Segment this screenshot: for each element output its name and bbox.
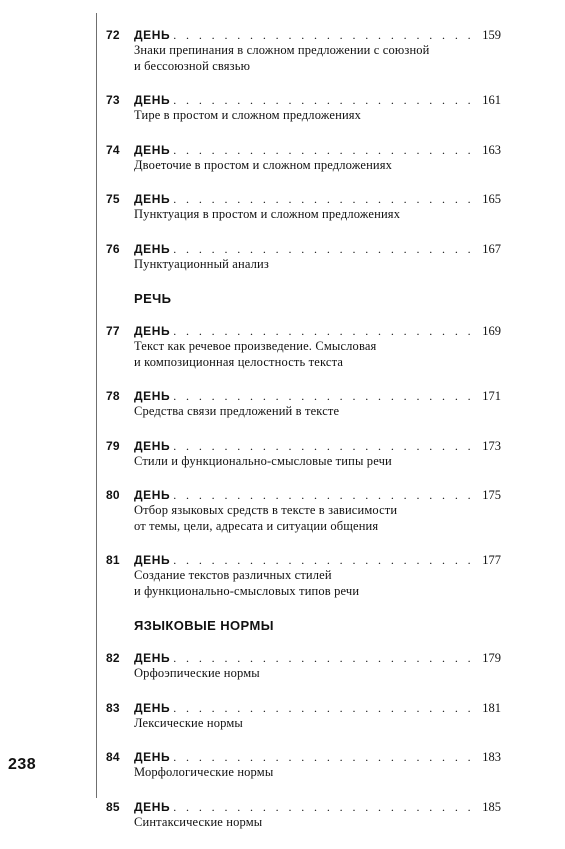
toc-entry-head (106, 93, 501, 108)
toc-entry-head (106, 800, 501, 815)
day-number: 83 (106, 700, 120, 715)
dot-leader (173, 488, 478, 503)
page-reference: 159 (482, 28, 501, 42)
dot-leader (173, 93, 478, 108)
day-number: 84 (106, 750, 120, 764)
day-label: ДЕНЬ (134, 651, 171, 665)
toc-entry-title-line: Текст как речевое произведение. Смысловая (134, 339, 377, 353)
toc-entry-title-line: Пунктуация в простом и сложном предложениях (134, 207, 401, 221)
toc-entry-title-line: Орфоэпические нормы (134, 666, 260, 680)
day-label: ДЕНЬ (134, 553, 171, 567)
day-number: 74 (106, 142, 120, 157)
toc-entry (106, 93, 501, 124)
toc-entry-title-line: Средства связи предложений в тексте (134, 404, 340, 418)
dot-leader (173, 28, 478, 43)
dot-leader (173, 192, 478, 207)
dot-leader (173, 439, 478, 454)
day-number: 82 (106, 651, 120, 665)
section-heading-speech: РЕЧЬ (134, 291, 172, 306)
toc-entry-title (134, 43, 501, 74)
section-heading-language-norms: ЯЗЫКОВЫЕ НОРМЫ (134, 618, 274, 633)
toc-entry-title-line: от темы, цели, адресата и ситуации общения (134, 518, 379, 533)
toc-entry-title-line: и бессоюзной связью (134, 58, 251, 73)
dot-leader (173, 389, 478, 404)
margin-rule (96, 13, 97, 798)
day-label: ДЕНЬ (134, 750, 171, 764)
toc-entry-title-line: и композиционная целостность текста (134, 354, 344, 369)
page-reference: 173 (482, 438, 501, 453)
day-label: ДЕНЬ (134, 700, 171, 715)
toc-entry-title-line: Лексические нормы (134, 715, 243, 730)
toc-entry-title-line: Морфологические нормы (134, 765, 274, 779)
page-reference: 177 (482, 553, 501, 567)
day-label: ДЕНЬ (134, 241, 171, 256)
toc-entry-title (134, 207, 501, 223)
toc-entry-title (134, 404, 501, 420)
page-reference: 167 (482, 241, 501, 256)
page-reference: 171 (482, 389, 501, 403)
dot-leader (173, 651, 478, 666)
toc-entry-title-line: Пунктуационный анализ (134, 256, 269, 271)
toc-entry (106, 324, 501, 370)
dot-leader (173, 800, 478, 815)
toc-entry-title-line: и функционально-смысловых типов речи (134, 583, 360, 598)
toc-entry-title-line: Создание текстов различных стилей (134, 568, 332, 582)
toc-entry-title-line: Отбор языковых средств в тексте в зависимости (134, 503, 398, 517)
toc-entry-title (134, 257, 501, 273)
page-reference: 169 (482, 324, 501, 338)
toc-entry-title (134, 108, 501, 124)
toc-entry-title-line: Тире в простом и сложном предложениях (134, 108, 362, 122)
toc-entry (106, 28, 501, 74)
toc-entry (106, 192, 501, 223)
page-reference: 161 (482, 93, 501, 107)
toc-entry (106, 800, 501, 831)
day-number: 78 (106, 389, 120, 403)
toc-entry-head (106, 439, 501, 454)
page-number: 238 (8, 756, 37, 773)
toc-entry-title (134, 815, 501, 831)
toc-entry-head (106, 701, 501, 716)
toc-entry-title-line: Знаки препинания в сложном предложении с союзной (134, 43, 430, 57)
toc-entry-title-line: Синтаксические нормы (134, 814, 263, 829)
page-reference: 163 (482, 142, 501, 157)
day-number: 75 (106, 192, 120, 206)
day-label: ДЕНЬ (134, 389, 171, 403)
toc-entry (106, 439, 501, 470)
day-label: ДЕНЬ (134, 488, 171, 502)
page-reference: 175 (482, 488, 501, 502)
toc-entry (106, 651, 501, 682)
day-label: ДЕНЬ (134, 438, 171, 453)
entries-group-b (106, 324, 501, 599)
toc-entry-head (106, 389, 501, 404)
toc-entry (106, 143, 501, 174)
toc-entry-head (106, 192, 501, 207)
day-number: 72 (106, 28, 120, 42)
dot-leader (173, 324, 478, 339)
toc-entry-title (134, 158, 501, 174)
toc-entry (106, 389, 501, 420)
day-number: 73 (106, 93, 120, 107)
day-number: 85 (106, 799, 120, 814)
day-number: 81 (106, 553, 120, 567)
toc-entry-title (134, 339, 501, 370)
toc-entry-head (106, 553, 501, 568)
day-label: ДЕНЬ (134, 799, 171, 814)
toc-entry (106, 553, 501, 599)
page-reference: 179 (482, 651, 501, 665)
day-label: ДЕНЬ (134, 28, 171, 42)
toc-entry-head (106, 143, 501, 158)
dot-leader (173, 143, 478, 158)
page-reference: 185 (482, 799, 501, 814)
day-label: ДЕНЬ (134, 142, 171, 157)
toc-entry-title (134, 454, 501, 470)
dot-leader (173, 553, 478, 568)
toc-entry-title (134, 503, 501, 534)
toc-entry-head (106, 488, 501, 503)
toc-entry-title-line: Двоеточие в простом и сложном предложениях (134, 157, 393, 172)
toc-entry-head (106, 750, 501, 765)
table-of-contents (106, 28, 501, 849)
toc-entry-title (134, 765, 501, 781)
entries-group-c (106, 651, 501, 830)
toc-entry-title (134, 568, 501, 599)
day-label: ДЕНЬ (134, 192, 171, 206)
day-number: 79 (106, 438, 120, 453)
day-label: ДЕНЬ (134, 93, 171, 107)
day-number: 77 (106, 324, 120, 338)
page-reference: 181 (482, 700, 501, 715)
page-reference: 165 (482, 192, 501, 206)
toc-entry-head (106, 242, 501, 257)
toc-entry (106, 750, 501, 781)
toc-entry-head (106, 324, 501, 339)
day-number: 80 (106, 488, 120, 502)
toc-entry-title-line: Стили и функционально-смысловые типы речи (134, 453, 392, 468)
toc-entry (106, 701, 501, 732)
toc-entry-title (134, 716, 501, 732)
toc-entry-head (106, 28, 501, 43)
toc-entry-head (106, 651, 501, 666)
toc-entry (106, 488, 501, 534)
entries-group-a (106, 28, 501, 272)
dot-leader (173, 750, 478, 765)
dot-leader (173, 701, 478, 716)
day-label: ДЕНЬ (134, 324, 171, 338)
toc-entry (106, 242, 501, 273)
page-reference: 183 (482, 750, 501, 764)
dot-leader (173, 242, 478, 257)
day-number: 76 (106, 241, 120, 256)
toc-entry-title (134, 666, 501, 682)
